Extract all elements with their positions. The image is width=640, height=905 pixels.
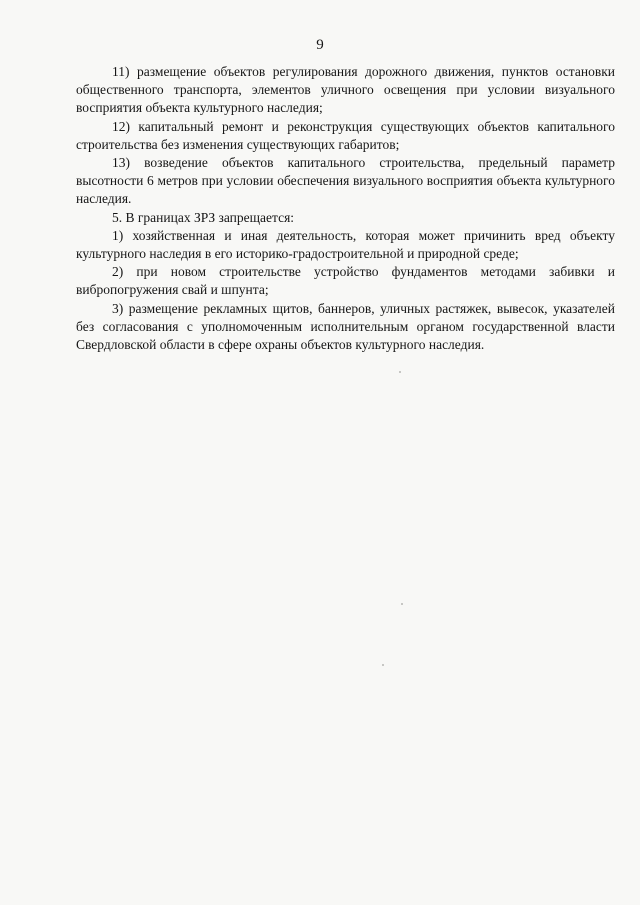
prohibition-item-2: 2) при новом строительстве устройство фундаментов методами забивки и вибропогружения свай и шпунта; — [76, 264, 615, 298]
prohibition-item-3: 3) размещение рекламных щитов, баннеров, уличных растяжек, вывесок, указателей без согласования с уполномоченным исполнительным органом государственной власти Свердловской области в сфере охраны объектов культурного наследия. — [76, 300, 615, 353]
page-number: 9 — [316, 37, 324, 53]
scan-speck — [401, 603, 403, 605]
prohibition-item-1: 1) хозяйственная и иная деятельность, которая может причинить вред объекту культурного наследия в его историко-градостроительной и природной среде; — [76, 227, 615, 262]
list-item-12: 12) капитальный ремонт и реконструкция существующих объектов капитального строительства без изменения существующих габаритов; — [76, 118, 615, 152]
document-body — [76, 63, 615, 354]
list-item-13: 13) возведение объектов капитального строительства, предельный параметр высотности 6 метров при условии обеспечения визуального восприятия объекта культурного наследия. — [76, 155, 615, 207]
list-item-11: 11) размещение объектов регулирования дорожного движения, пунктов остановки общественного транспорта, элементов уличного освещения при условии визуального восприятия объекта культурного наследия; — [76, 64, 615, 116]
scan-speck — [382, 664, 384, 666]
scan-speck — [399, 371, 401, 373]
section-heading-5: 5. В границах ЗРЗ запрещается: — [112, 209, 295, 225]
